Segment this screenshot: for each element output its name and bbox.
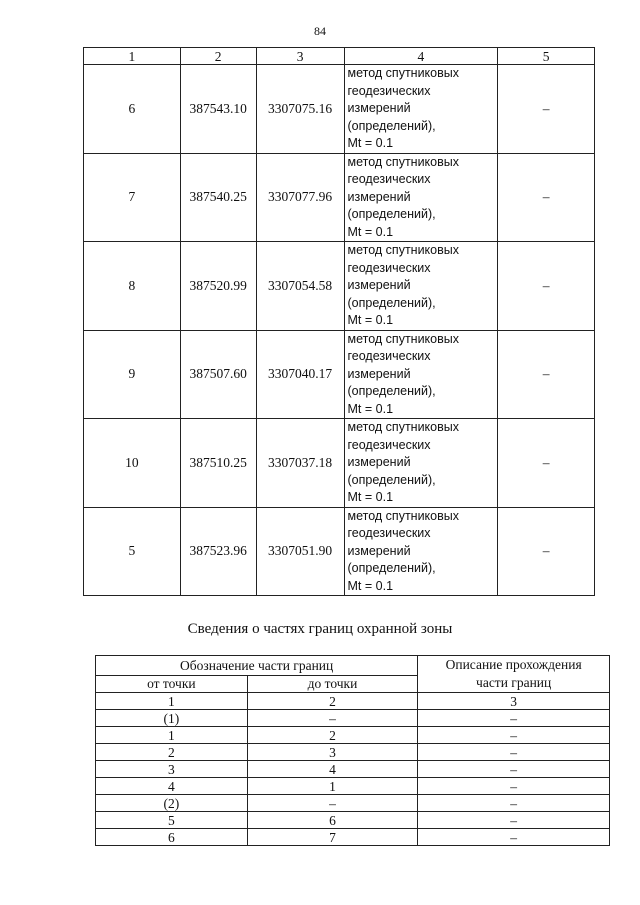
to-point-cell: 3 xyxy=(247,744,418,761)
description-header-line: Описание прохождения xyxy=(445,657,582,672)
method-line: геодезических xyxy=(347,260,431,275)
note-cell: – xyxy=(498,330,595,419)
description-cell: – xyxy=(418,829,610,846)
method-cell xyxy=(344,153,498,242)
boundary-part-row xyxy=(96,727,610,744)
y-coordinate-cell: 3307051.90 xyxy=(256,507,344,596)
column-number: 2 xyxy=(247,693,418,710)
parts-numbering-row xyxy=(96,693,610,710)
x-coordinate-cell: 387540.25 xyxy=(180,153,256,242)
boundary-part-description-header xyxy=(418,656,610,693)
from-point-cell: (1) xyxy=(96,710,248,727)
description-cell: – xyxy=(418,795,610,812)
method-line: Mt = 0.1 xyxy=(347,401,394,416)
boundary-parts-table xyxy=(95,655,610,846)
description-cell: – xyxy=(418,812,610,829)
method-line: геодезических xyxy=(347,83,431,98)
description-header-line: части границ xyxy=(476,675,552,690)
boundary-part-row xyxy=(96,795,610,812)
boundary-part-row xyxy=(96,761,610,778)
from-point-cell: 6 xyxy=(96,829,248,846)
method-line: метод спутниковых xyxy=(347,508,459,523)
parts-header-row xyxy=(96,656,610,676)
note-cell: – xyxy=(498,419,595,508)
method-line: измерений xyxy=(347,189,411,204)
to-point-cell: 1 xyxy=(247,778,418,795)
page-number: 84 xyxy=(314,24,326,38)
method-cell xyxy=(344,330,498,419)
point-number-cell: 9 xyxy=(84,330,181,419)
note-cell: – xyxy=(498,507,595,596)
method-line: метод спутниковых xyxy=(347,66,459,80)
method-line: измерений xyxy=(347,278,411,292)
boundary-part-row xyxy=(96,812,610,829)
from-point-cell: 3 xyxy=(96,761,248,778)
column-number-header: 1 xyxy=(84,48,181,65)
coordinate-row xyxy=(84,65,595,154)
description-cell: – xyxy=(418,761,610,778)
method-line: (определений), xyxy=(347,472,436,487)
section-title: Сведения о частях границ охранной зоны xyxy=(187,621,453,637)
x-coordinate-cell: 387523.96 xyxy=(180,507,256,596)
method-line: Mt = 0.1 xyxy=(347,313,394,327)
note-cell: – xyxy=(498,242,595,331)
point-number-cell: 6 xyxy=(84,65,181,154)
x-coordinate-cell: 387543.10 xyxy=(180,65,256,154)
y-coordinate-cell: 3307040.17 xyxy=(256,330,344,419)
from-point-header: от точки xyxy=(96,675,248,692)
point-number-cell: 10 xyxy=(84,419,181,508)
method-cell xyxy=(344,65,498,154)
method-cell xyxy=(344,507,498,596)
x-coordinate-cell: 387510.25 xyxy=(180,419,256,508)
method-line: (определений), xyxy=(347,561,436,575)
method-line: (определений), xyxy=(347,295,436,310)
method-line: Mt = 0.1 xyxy=(347,490,394,504)
to-point-cell: – xyxy=(247,795,418,812)
method-cell xyxy=(344,242,498,331)
from-point-cell: 1 xyxy=(96,727,248,744)
method-line: Mt = 0.1 xyxy=(347,136,394,150)
description-cell: – xyxy=(418,710,610,727)
method-line: геодезических xyxy=(347,349,431,363)
coordinate-row xyxy=(84,153,595,242)
to-point-cell: 2 xyxy=(247,727,418,744)
coordinate-row xyxy=(84,242,595,331)
boundary-part-row xyxy=(96,778,610,795)
from-point-cell: 5 xyxy=(96,812,248,829)
method-line: (определений), xyxy=(347,384,436,398)
note-cell: – xyxy=(498,153,595,242)
method-line: Mt = 0.1 xyxy=(347,578,394,593)
point-number-cell: 7 xyxy=(84,153,181,242)
column-number-header: 5 xyxy=(498,48,595,65)
method-line: Mt = 0.1 xyxy=(347,224,394,239)
description-cell: – xyxy=(418,744,610,761)
column-number-header: 4 xyxy=(344,48,498,65)
boundary-part-designation-header: Обозначение части границ xyxy=(96,656,418,676)
method-line: (определений), xyxy=(347,207,436,221)
y-coordinate-cell: 3307037.18 xyxy=(256,419,344,508)
boundary-part-row xyxy=(96,829,610,846)
boundary-part-row xyxy=(96,710,610,727)
method-line: геодезических xyxy=(347,172,431,186)
column-number: 1 xyxy=(96,693,248,710)
to-point-header: до точки xyxy=(247,675,418,692)
method-line: метод спутниковых xyxy=(347,331,459,346)
note-cell: – xyxy=(498,65,595,154)
coordinate-row xyxy=(84,507,595,596)
coordinates-header-row xyxy=(84,48,595,65)
coordinate-row xyxy=(84,330,595,419)
boundary-part-row xyxy=(96,744,610,761)
method-line: измерений xyxy=(347,543,411,558)
from-point-cell: 2 xyxy=(96,744,248,761)
column-number-header: 3 xyxy=(256,48,344,65)
to-point-cell: 7 xyxy=(247,829,418,846)
from-point-cell: 4 xyxy=(96,778,248,795)
method-line: геодезических xyxy=(347,437,431,452)
method-line: геодезических xyxy=(347,526,431,540)
point-number-cell: 5 xyxy=(84,507,181,596)
coordinate-row xyxy=(84,419,595,508)
column-number-header: 2 xyxy=(180,48,256,65)
x-coordinate-cell: 387507.60 xyxy=(180,330,256,419)
from-point-cell: (2) xyxy=(96,795,248,812)
to-point-cell: 6 xyxy=(247,812,418,829)
coordinates-table xyxy=(83,47,595,596)
to-point-cell: – xyxy=(247,710,418,727)
y-coordinate-cell: 3307075.16 xyxy=(256,65,344,154)
method-line: измерений xyxy=(347,101,411,115)
method-line: измерений xyxy=(347,455,411,469)
x-coordinate-cell: 387520.99 xyxy=(180,242,256,331)
method-line: метод спутниковых xyxy=(347,154,459,169)
y-coordinate-cell: 3307054.58 xyxy=(256,242,344,331)
method-line: измерений xyxy=(347,366,411,381)
column-number: 3 xyxy=(418,693,610,710)
method-cell xyxy=(344,419,498,508)
method-line: метод спутниковых xyxy=(347,243,459,257)
description-cell: – xyxy=(418,727,610,744)
point-number-cell: 8 xyxy=(84,242,181,331)
method-line: метод спутниковых xyxy=(347,420,459,434)
description-cell: – xyxy=(418,778,610,795)
to-point-cell: 4 xyxy=(247,761,418,778)
method-line: (определений), xyxy=(347,118,436,133)
y-coordinate-cell: 3307077.96 xyxy=(256,153,344,242)
